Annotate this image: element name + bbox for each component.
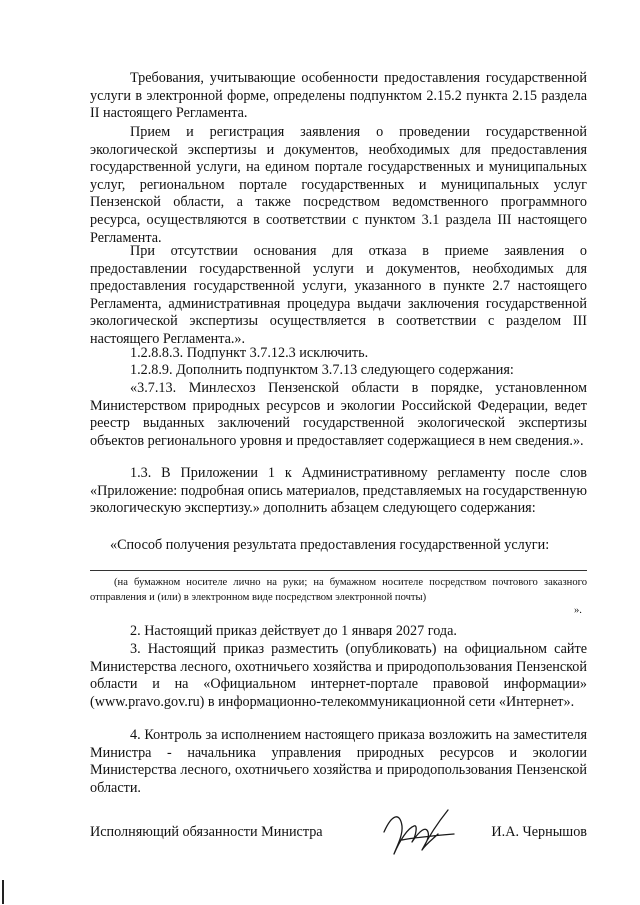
handwritten-signature	[378, 804, 460, 864]
closing-quote: ».	[574, 605, 582, 616]
paragraph-item-3-7-13: «3.7.13. Минлесхоз Пензенской области в порядке, установленном Министерством природных ресурсов и экологии Российской Федерации, ведет реестр выданных заключений государственной экологической экспертизы объектов регионального уровня и предоставляет содержащиеся в нем сведения.».	[90, 380, 587, 449]
fill-in-line	[90, 570, 587, 571]
paragraph-item-3: 3. Настоящий приказ разместить (опубликовать) на официальном сайте Министерства лесного, охотничьего хозяйства и природопользования Пензенской области и на «Официальном интернет-портале правовой информации» (www.pravo.gov.ru) в информационно-телекоммуникационной сети «Интернет».	[90, 641, 587, 710]
paragraph-item-2: 2. Настоящий приказ действует до 1 января 2027 года.	[130, 623, 457, 639]
signature-block	[90, 824, 587, 848]
paragraph-delivery-options	[90, 575, 587, 605]
paragraph-item-1-3: 1.3. В Приложении 1 к Административному регламенту после слов «Приложение: подробная опись материалов, представляемых на государственную экологическую экспертизу.» дополнить абзацем следующего содержания:	[90, 465, 587, 517]
scan-edge-mark	[2, 880, 4, 904]
paragraph-reception-registration: Прием и регистрация заявления о проведении государственной экологической экспертизы и документов, необходимых для предоставления государственной услуги, на едином портале государственных и муниципальных услуг, региональном портале государственных и муниципальных услуг Пензенской области, а также посредством ведомственного программного ресурса, осуществляются в соответствии с пунктом 3.1 раздела III настоящего Регламента.	[90, 124, 587, 246]
paragraph-result-method: «Способ получения результата предоставления государственной услуги:	[110, 537, 550, 553]
delivery-options-text: (на бумажном носителе лично на руки; на бумажном носителе посредством почтового заказного отправления и (или) в электронном виде посредством электронной почты)	[90, 577, 587, 604]
paragraph-electronic-form: Требования, учитывающие особенности предоставления государственной услуги в электронной форме, определены подпунктом 2.15.2 пункта 2.15 раздела II настоящего Регламента.	[90, 70, 587, 122]
paragraph-item-1-2-8-8-3: 1.2.8.8.3. Подпункт 3.7.12.3 исключить.	[130, 345, 369, 361]
paragraph-no-refusal-grounds: При отсутствии основания для отказа в приеме заявления о предоставлении государственной услуги и документов, необходимых для предоставления государственной услуги, указанного в пункте 2.7 настоящего Регламента, административная процедура выдачи заключения государственной экологической экспертизы осуществляется в соответствии с разделом III настоящего Регламента.».	[90, 243, 587, 347]
paragraph-item-1-2-8-9: 1.2.8.9. Дополнить подпунктом 3.7.13 следующего содержания:	[130, 362, 514, 378]
signatory-title: Исполняющий обязанности Министра	[90, 824, 323, 840]
paragraph-item-4: 4. Контроль за исполнением настоящего приказа возложить на заместителя Министра - начальника управления природных ресурсов и экологии Министерства лесного, охотничьего хозяйства и природопользования Пензенской области.	[90, 727, 587, 796]
signatory-name: И.А. Чернышов	[491, 824, 587, 840]
